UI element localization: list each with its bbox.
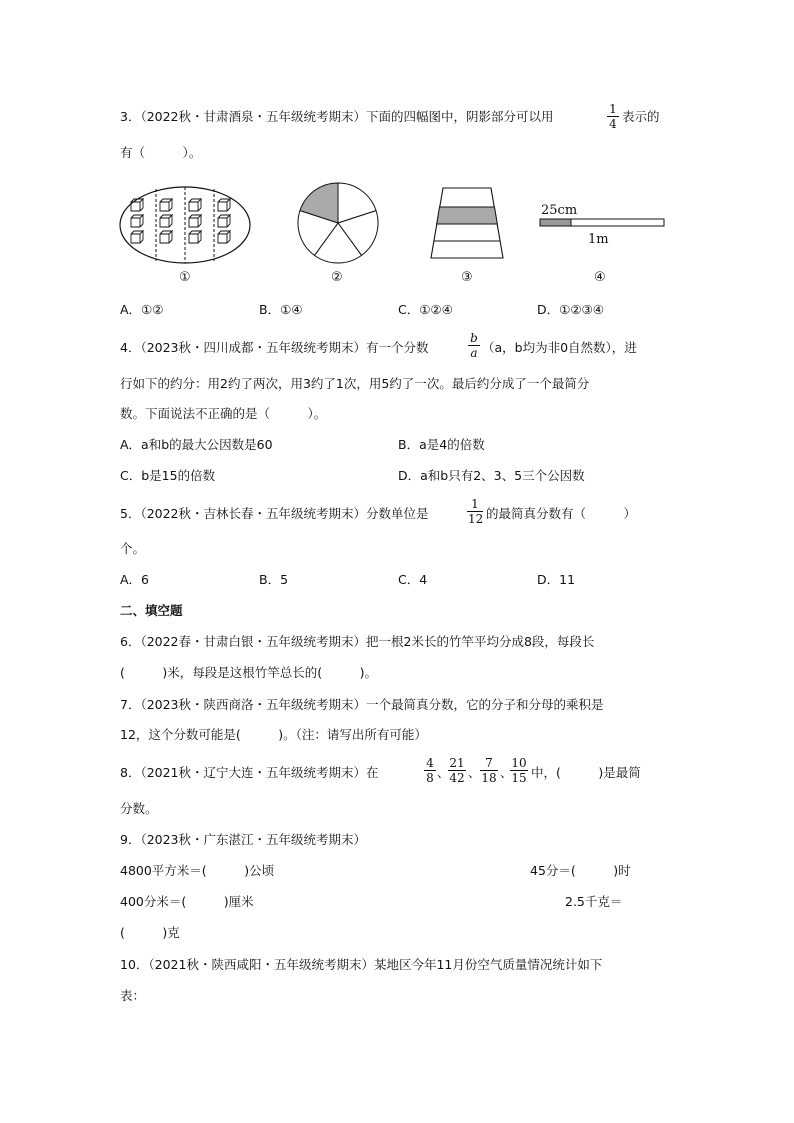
q8-fraction-1	[424, 757, 436, 784]
q8-line2: 分数。	[120, 801, 158, 816]
q3-option-b[interactable]: B．①④	[259, 302, 303, 317]
q8-frac1-den: 8	[426, 771, 434, 785]
q8-sep-1: 、	[437, 765, 450, 780]
figure-ellipse-cubes	[118, 185, 252, 265]
q5-option-b[interactable]: B．5	[259, 572, 289, 587]
q8-line1-b: 中，( )是最简	[531, 765, 641, 780]
caption-1: ①	[179, 270, 191, 285]
ruler-top-label: 25cm	[541, 203, 578, 218]
figure-ruler-bar	[539, 218, 667, 228]
q5-frac-num: 1	[471, 497, 479, 511]
q8-frac3-num: 7	[485, 756, 493, 770]
q8-sep-3: 、	[500, 765, 513, 780]
figure-pie-five-parts	[296, 181, 380, 265]
q4-option-a[interactable]: A．a和b的最大公因数是60	[120, 437, 273, 452]
q5-line1-a: 5．（2022秋・吉林长春・五年级统考期末）分数单位是	[120, 506, 429, 521]
q4-fraction	[468, 332, 480, 359]
q3-option-d[interactable]: D．①②③④	[537, 302, 604, 317]
q9-item-a: 4800平方米＝( )公顷	[120, 863, 275, 878]
q3-line1-a: 3．（2022秋・甘肃酒泉・五年级统考期末）下面的四幅图中，阴影部分可以用	[120, 109, 554, 124]
q8-sep-2: 、	[468, 765, 481, 780]
ruler-bottom-label: 1m	[588, 232, 609, 247]
q3-fraction	[607, 103, 619, 130]
q10-line1: 10．（2021秋・陕西咸阳・五年级统考期末）某地区今年11月份空气质量情况统计如下	[120, 957, 603, 972]
q8-fraction-4	[510, 757, 528, 784]
q8-frac3-den: 18	[481, 771, 497, 785]
q5-option-a[interactable]: A．6	[120, 572, 150, 587]
q5-fraction	[467, 498, 483, 525]
q8-frac2-num: 21	[449, 756, 465, 770]
q5-option-c[interactable]: C．4	[398, 572, 428, 587]
q9-item-d: 2.5千克＝	[565, 894, 623, 909]
caption-4: ④	[594, 270, 606, 285]
q4-option-b[interactable]: B．a是4的倍数	[398, 437, 485, 452]
q10-line2: 表：	[120, 988, 146, 1003]
figure-trapezoid	[429, 186, 505, 262]
q6-line2: ( )米，每段是这根竹竿总长的( )。	[120, 665, 378, 680]
q8-frac1-num: 4	[426, 756, 434, 770]
q5-frac-den: 12	[468, 512, 484, 526]
q4-option-d[interactable]: D．a和b只有2、3、5三个公因数	[398, 468, 585, 483]
q8-fraction-3	[480, 757, 498, 784]
q4-frac-den: a	[470, 346, 478, 360]
q3-frac-num: 1	[609, 102, 617, 116]
q7-line2: 12，这个分数可能是( )。（注：请写出所有可能）	[120, 727, 427, 742]
q3-line2: 有（ ）。	[120, 145, 202, 160]
q7-line1: 7．（2023秋・陕西商洛・五年级统考期末）一个最简真分数，它的分子和分母的乘积是	[120, 697, 604, 712]
q4-line1-a: 4．（2023秋・四川成都・五年级统考期末）有一个分数	[120, 340, 429, 355]
q8-frac4-den: 15	[511, 771, 527, 785]
q9-line1: 9．（2023秋・广东湛江・五年级统考期末）	[120, 832, 367, 847]
q3-option-c[interactable]: C．①②④	[398, 302, 453, 317]
caption-3: ③	[461, 270, 473, 285]
q9-item-b: 45分＝( )时	[530, 863, 631, 878]
q3-frac-den: 4	[609, 117, 617, 131]
q8-fraction-2	[448, 757, 466, 784]
q3-line1-b: 表示的	[622, 109, 660, 124]
q9-item-e: ( )克	[120, 925, 180, 940]
q4-frac-num: b	[470, 331, 478, 345]
q5-line1-b: 的最简真分数有（ ）	[486, 506, 637, 521]
q4-line1-b: （a，b均为非0自然数），进	[482, 340, 637, 355]
q8-frac4-num: 10	[511, 756, 527, 770]
q8-frac2-den: 42	[449, 771, 465, 785]
q4-line2: 行如下的约分：用2约了两次，用3约了1次，用5约了一次。最后约分成了一个最简分	[120, 376, 590, 391]
q4-line3: 数。下面说法不正确的是（ ）。	[120, 406, 327, 421]
q5-option-d[interactable]: D．11	[537, 572, 576, 587]
q3-option-a[interactable]: A．①②	[120, 302, 164, 317]
caption-2: ②	[331, 270, 343, 285]
q6-line1: 6．（2022春・甘肃白银・五年级统考期末）把一根2米长的竹竿平均分成8段，每段长	[120, 634, 595, 649]
q4-option-c[interactable]: C．b是15的倍数	[120, 468, 216, 483]
section-title-fill-in: 二、填空题	[120, 603, 183, 618]
q8-line1-a: 8．（2021秋・辽宁大连・五年级统考期末）在	[120, 765, 379, 780]
q9-item-c: 400分米＝( )厘米	[120, 894, 254, 909]
q5-line2: 个。	[120, 541, 146, 556]
